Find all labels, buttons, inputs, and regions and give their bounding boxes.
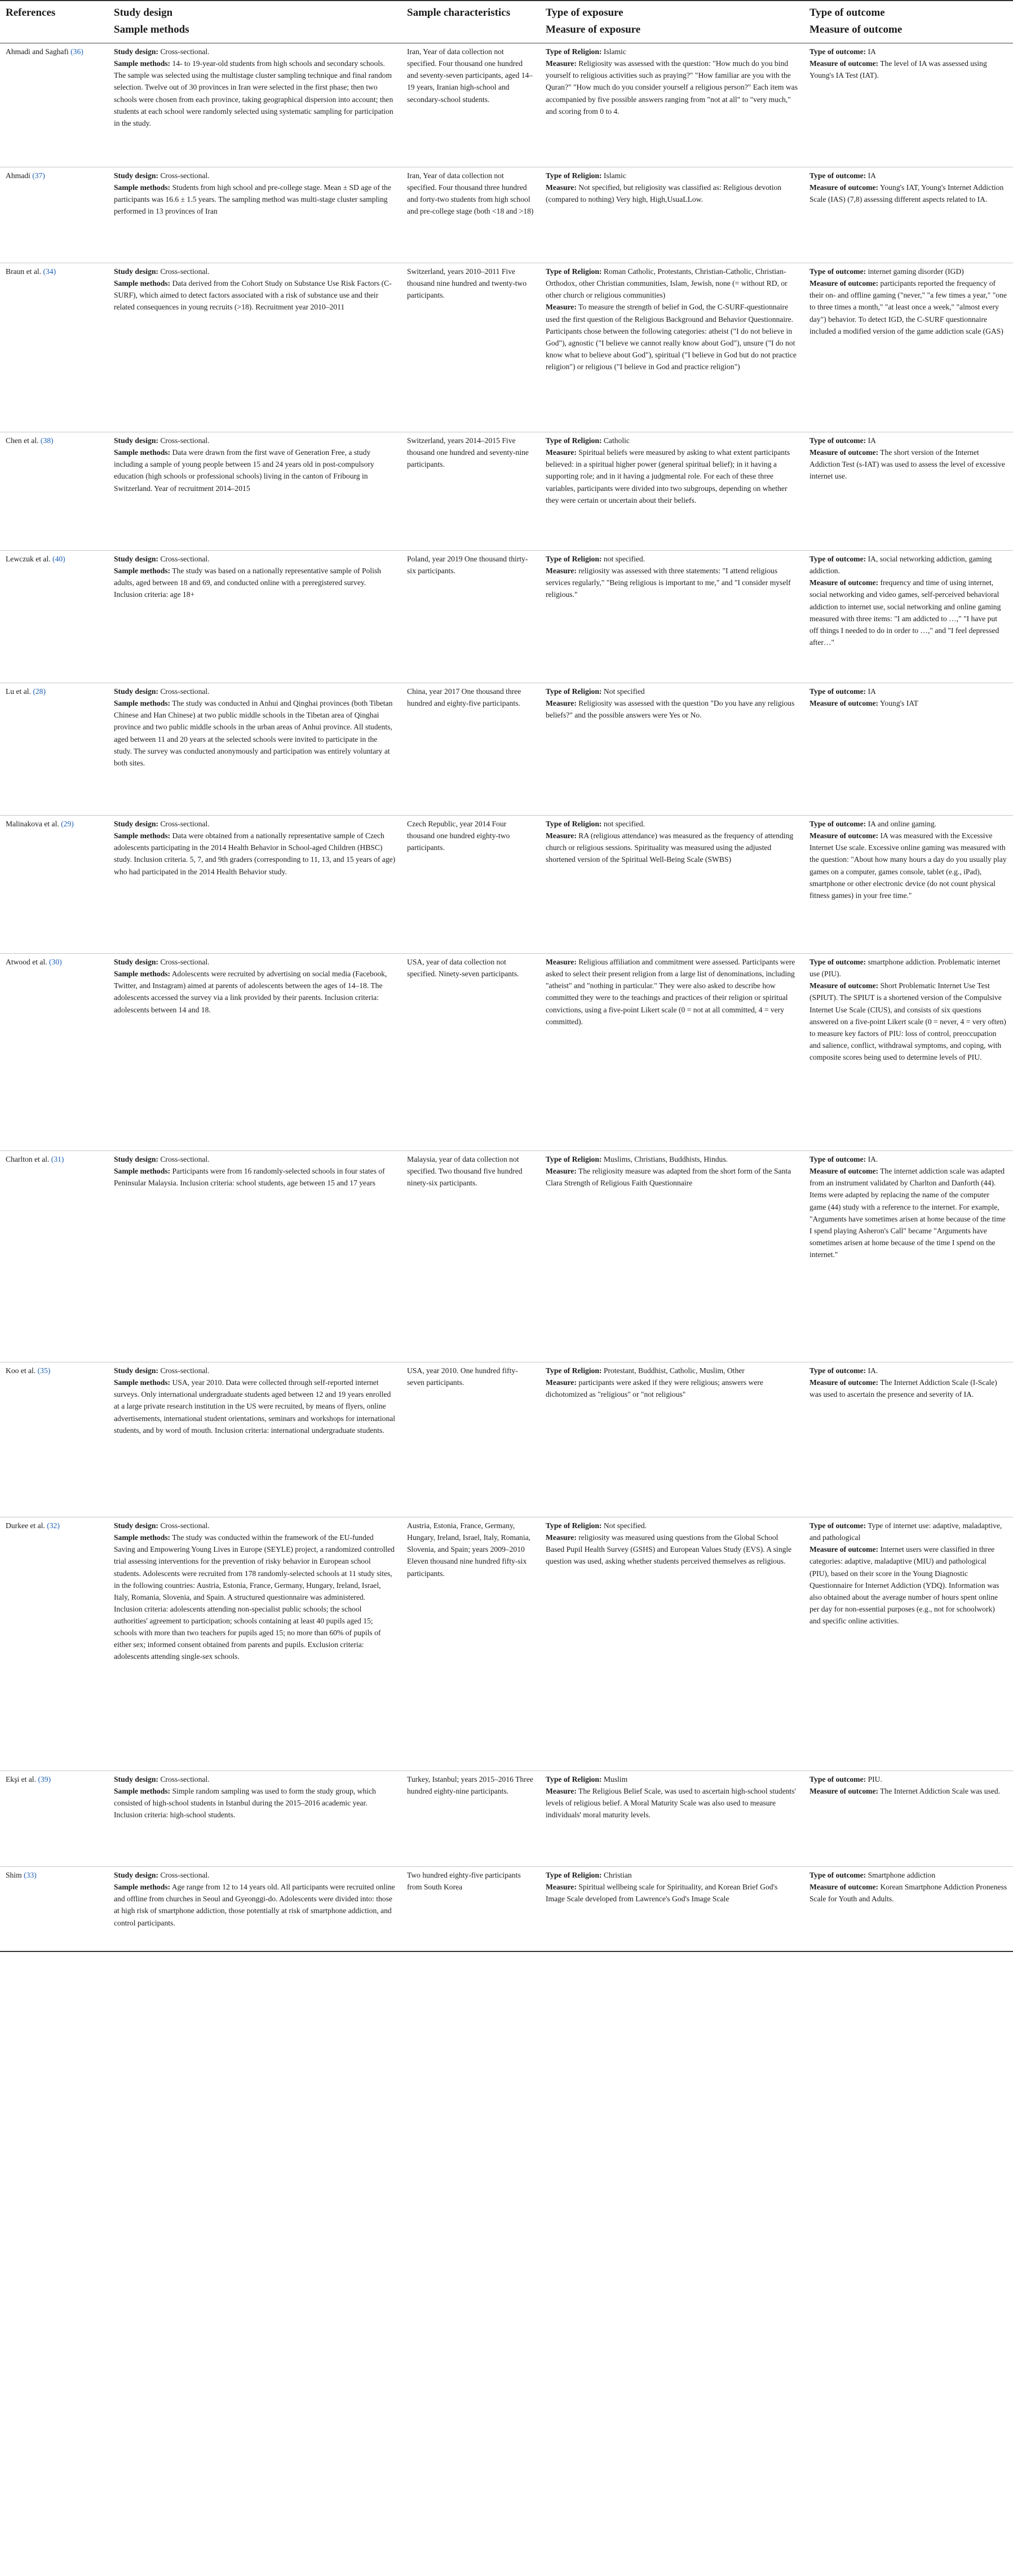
type-of-religion-label: Type of Religion: xyxy=(546,171,602,180)
measure-of-outcome-value: participants reported the frequency of their on- and offline gaming ("never," "a few times a year," "one to three times a month," "at least once a week," "almost every day") behavior. To detect IGD, the C-SURF questionnaire included a modified version of the game addiction scale (GAS) xyxy=(809,279,1007,335)
type-of-religion-label: Type of Religion: xyxy=(546,267,602,276)
sample-methods-value: Adolescents were recruited by advertising on social media (Facebook, Twitter, and Instagram) aimed at parents of adolescents between the ages of 14–18. The adolescents accessed the survey via a link provided by their parents. Inclusion criteria: adolescents between 14 and 18. xyxy=(114,970,387,1014)
exposure-cell xyxy=(540,1362,804,1517)
type-of-outcome-value: IA xyxy=(868,171,876,180)
type-of-religion-label: Type of Religion: xyxy=(546,687,602,696)
reference-author: Ahmadi and Saghafi xyxy=(6,47,69,56)
sample-methods-label: Sample methods: xyxy=(114,279,171,288)
type-of-outcome-value: IA. xyxy=(868,1366,878,1375)
reference-author: Koo et al. xyxy=(6,1366,36,1375)
study-design-value: Cross-sectional. xyxy=(160,555,210,563)
study-design-cell xyxy=(108,1771,401,1867)
outcome-cell xyxy=(804,432,1013,551)
sample-methods-label: Sample methods: xyxy=(114,566,171,576)
type-of-outcome-label: Type of outcome: xyxy=(809,436,866,445)
reference-citation-link[interactable]: (28) xyxy=(33,687,46,696)
sample-methods-value: The study was conducted within the framework of the EU-funded Saving and Empowering Young Lives in Europe (SEYLE) project, a randomized controlled trial assessing interventions for the prevention of risky behavior in European school students. Adolescents were recruited from 178 randomly-selected schools at 11 study sites, in the following countries: Austria, Estonia, France, Germany, Hungary, Ireland, Israel, Italy, Romania, Slovenia, and Spain. A structured questionnaire was administered. Inclusion criteria: adolescents attending non-specialist public schools; the school authorities' agreement to participation; schools containing at least 40 pupils aged 15; schools with more than two teachers for pupils aged 15; no more than 60% of pupils of either sex; informed consent obtained from parents and pupils. Exclusion criteria: adolescents attending single-sex schools. xyxy=(114,1533,395,1661)
exposure-measure-label: Measure: xyxy=(546,1378,577,1387)
exposure-cell xyxy=(540,551,804,683)
study-design-cell xyxy=(108,551,401,683)
sample-methods-value: The study was conducted in Anhui and Qinghai provinces (both Tibetan Chinese and Han Chinese) at two public middle schools in the Tibetan area of Qinghai province and two public middle schools in the urban areas of Anhui province. All students, aged between 11 and 20 years at the selected schools were invited to participate in the study. The survey was conducted anonymously and participation was entirely voluntary at both sites. xyxy=(114,699,393,767)
reference-citation-link[interactable]: (32) xyxy=(47,1521,60,1530)
type-of-religion-value: Islamic xyxy=(603,47,626,56)
exposure-measure-value: Spiritual beliefs were measured by asking to what extent participants believed: in a spiritual higher power (general spiritual belief); in it having a supporting role; and in it having a judgmental role. For each of these three variables, participants were divided into two subgroups, depending on whether they were certain or uncertain about their beliefs. xyxy=(546,448,790,504)
sample-characteristics-value: Czech Republic, year 2014 Four thousand one hundred eighty-two participants. xyxy=(407,820,510,852)
study-design-label: Study design: xyxy=(114,47,158,56)
study-design-value: Cross-sectional. xyxy=(160,436,210,445)
header-type-of-outcome: Type of outcome xyxy=(804,1,1013,21)
measure-of-outcome-label: Measure of outcome: xyxy=(809,1167,879,1176)
measure-of-outcome-value: The Internet Addiction Scale was used. xyxy=(880,1787,1001,1796)
exposure-measure-value: religiosity was assessed with three statements: "I attend religious services regularly," "Being religious is important to me," and "I consider myself religious." xyxy=(546,566,791,599)
type-of-outcome-value: internet gaming disorder (IGD) xyxy=(868,267,964,276)
reference-citation-link[interactable]: (35) xyxy=(37,1366,51,1375)
type-of-religion-value: Not specified. xyxy=(603,1521,647,1530)
reference-citation-link[interactable]: (36) xyxy=(70,47,83,56)
reference-cell xyxy=(0,954,108,1151)
exposure-cell xyxy=(540,432,804,551)
reference-citation-link[interactable]: (34) xyxy=(43,267,56,276)
header-blank-2 xyxy=(401,21,540,43)
type-of-outcome-value: Type of internet use: adaptive, maladaptive, and pathological xyxy=(809,1521,1002,1542)
sample-methods-label: Sample methods: xyxy=(114,831,171,840)
measure-of-outcome-label: Measure of outcome: xyxy=(809,1883,879,1892)
exposure-measure-label: Measure: xyxy=(546,1787,577,1796)
outcome-cell xyxy=(804,1151,1013,1362)
exposure-measure-label: Measure: xyxy=(546,1883,577,1892)
type-of-outcome-label: Type of outcome: xyxy=(809,1366,866,1375)
header-measure-of-outcome: Measure of outcome xyxy=(804,21,1013,43)
exposure-measure-label: Measure: xyxy=(546,1533,577,1542)
reference-author: Lu et al. xyxy=(6,687,31,696)
reference-cell xyxy=(0,1362,108,1517)
sample-methods-label: Sample methods: xyxy=(114,1883,171,1892)
type-of-religion-label: Type of Religion: xyxy=(546,47,602,56)
sample-methods-value: Data were obtained from a nationally representative sample of Czech adolescents participating in the 2014 Health Behavior in School-aged Children (HBSC) study. Inclusion criteria. 5, 7, and 9th graders (corresponding to 11, 13, and 15 years of age) who had participated in the 2014 Health Behavior study. xyxy=(114,831,396,876)
exposure-measure-value: participants were asked if they were religious; answers were dichotomized as "religious" or "not religious" xyxy=(546,1378,763,1399)
study-design-label: Study design: xyxy=(114,687,158,696)
table-row xyxy=(0,683,1013,816)
outcome-cell xyxy=(804,167,1013,263)
measure-of-outcome-label: Measure of outcome: xyxy=(809,1378,879,1387)
type-of-religion-label: Type of Religion: xyxy=(546,1155,602,1163)
reference-citation-link[interactable]: (38) xyxy=(40,436,54,445)
sample-characteristics-cell xyxy=(401,1362,540,1517)
study-design-label: Study design: xyxy=(114,1366,158,1375)
table-row xyxy=(0,1517,1013,1771)
exposure-cell xyxy=(540,1517,804,1771)
type-of-outcome-value: IA. xyxy=(868,1155,878,1163)
study-design-cell xyxy=(108,432,401,551)
study-design-label: Study design: xyxy=(114,436,158,445)
sample-methods-value: USA, year 2010. Data were collected through self-reported internet surveys. Only international undergraduate students aged between 12 and 19 years enrolled at a large private research institution in the US were recruited, by means of flyers, online advertisements, international student orientations, seminars and workshops for international students, and by word of mouth. Inclusion criteria: international undergraduate students. xyxy=(114,1378,396,1435)
measure-of-outcome-label: Measure of outcome: xyxy=(809,448,879,457)
study-design-value: Cross-sectional. xyxy=(160,820,210,828)
exposure-cell xyxy=(540,816,804,954)
outcome-cell xyxy=(804,1771,1013,1867)
header-measure-of-exposure: Measure of exposure xyxy=(540,21,804,43)
type-of-outcome-label: Type of outcome: xyxy=(809,47,866,56)
type-of-religion-value: Catholic xyxy=(603,436,630,445)
type-of-outcome-value: IA, social networking addiction, gaming addiction. xyxy=(809,555,992,576)
reference-citation-link[interactable]: (39) xyxy=(38,1775,51,1783)
type-of-religion-label: Type of Religion: xyxy=(546,820,602,828)
reference-cell xyxy=(0,683,108,816)
measure-of-outcome-value: The Internet Addiction Scale (I-Scale) was used to ascertain the presence and severity of IA. xyxy=(809,1378,997,1399)
reference-cell xyxy=(0,551,108,683)
study-design-label: Study design: xyxy=(114,958,158,966)
sample-methods-label: Sample methods: xyxy=(114,970,171,979)
sample-characteristics-value: USA, year of data collection not specified. Ninety-seven participants. xyxy=(407,958,519,979)
table-row xyxy=(0,167,1013,263)
study-design-value: Cross-sectional. xyxy=(160,1366,210,1375)
sample-characteristics-value: Poland, year 2019 One thousand thirty-six participants. xyxy=(407,555,528,576)
sample-methods-label: Sample methods: xyxy=(114,1167,171,1176)
outcome-cell xyxy=(804,263,1013,432)
measure-of-outcome-label: Measure of outcome: xyxy=(809,831,879,840)
type-of-religion-value: Muslim xyxy=(603,1775,628,1783)
study-design-cell xyxy=(108,683,401,816)
reference-author: Malinakova et al. xyxy=(6,820,59,828)
study-design-label: Study design: xyxy=(114,171,158,180)
type-of-religion-value: Not specified xyxy=(603,687,645,696)
study-design-value: Cross-sectional. xyxy=(160,1521,210,1530)
outcome-cell xyxy=(804,43,1013,167)
exposure-measure-label: Measure: xyxy=(546,831,577,840)
exposure-measure-value: Not specified, but religiosity was classified as: Religious devotion (compared to nothing) Very high, High,UsuaLLow. xyxy=(546,183,782,204)
exposure-measure-label: Measure: xyxy=(546,59,577,68)
study-design-cell xyxy=(108,954,401,1151)
table-row xyxy=(0,1151,1013,1362)
study-design-value: Cross-sectional. xyxy=(160,1871,210,1879)
reference-cell xyxy=(0,1867,108,1951)
sample-characteristics-value: Iran, Year of data collection not specified. Four thousand three hundred and forty-two students from high school and pre-college stage (both <18 and >18) xyxy=(407,171,534,216)
type-of-outcome-label: Type of outcome: xyxy=(809,1155,866,1163)
study-design-label: Study design: xyxy=(114,1871,158,1879)
study-design-cell xyxy=(108,1867,401,1951)
study-design-cell xyxy=(108,816,401,954)
sample-characteristics-value: Switzerland, years 2014–2015 Five thousand one hundred and seventy-nine participants. xyxy=(407,436,529,469)
measure-of-outcome-value: The short version of the Internet Addiction Test (s-IAT) was used to assess the level of excessive internet use. xyxy=(809,448,1005,481)
study-design-value: Cross-sectional. xyxy=(160,1155,210,1163)
reference-author: Chen et al. xyxy=(6,436,39,445)
study-design-label: Study design: xyxy=(114,820,158,828)
table-row xyxy=(0,1362,1013,1517)
exposure-cell xyxy=(540,1867,804,1951)
measure-of-outcome-value: IA was measured with the Excessive Internet Use scale. Excessive online gaming was measured with the question: "About how many hours a day do you usually play games on a computer, games console, tablet (e.g., iPad), smartphone or other electronic device (do not count physical fitness games) in your free time." xyxy=(809,831,1007,900)
exposure-measure-value: Religiosity was assessed with the question "Do you have any religious beliefs?" and the possible answers were Yes or No. xyxy=(546,699,795,720)
measure-of-outcome-label: Measure of outcome: xyxy=(809,981,879,990)
type-of-religion-value: Roman Catholic, Protestants, Christian-Catholic, Christian-Orthodox, other Christian communities, Islam, Jewish, none (= without RD, or other church or religious communities) xyxy=(546,267,788,300)
study-design-value: Cross-sectional. xyxy=(160,958,210,966)
exposure-measure-label: Measure: xyxy=(546,566,577,576)
table-row xyxy=(0,43,1013,167)
study-design-cell xyxy=(108,167,401,263)
type-of-religion-value: Islamic xyxy=(603,171,626,180)
type-of-religion-value: not specified. xyxy=(603,820,645,828)
study-design-value: Cross-sectional. xyxy=(160,267,210,276)
outcome-cell xyxy=(804,1517,1013,1771)
sample-characteristics-value: Iran, Year of data collection not specified. Four thousand one hundred and seventy-seven participants, aged 14–19 years, Iranian high-school and secondary-school students. xyxy=(407,47,533,104)
measure-of-outcome-label: Measure of outcome: xyxy=(809,699,879,708)
reference-cell xyxy=(0,263,108,432)
sample-methods-value: Students from high school and pre-college stage. Mean ± SD age of the participants was 16.6 ± 1.5 years. The sampling method was multi-stage cluster sampling performed in 13 provinces of Iran xyxy=(114,183,391,216)
type-of-outcome-label: Type of outcome: xyxy=(809,687,866,696)
header-sample-methods: Sample methods xyxy=(108,21,401,43)
reference-cell xyxy=(0,1517,108,1771)
sample-characteristics-value: USA, year 2010. One hundred fifty-seven participants. xyxy=(407,1366,518,1387)
type-of-outcome-value: PIU. xyxy=(868,1775,882,1783)
study-design-label: Study design: xyxy=(114,1775,158,1783)
measure-of-outcome-value: The level of IA was assessed using Young's IA Test (IAT). xyxy=(809,59,987,80)
reference-author: Ahmadi xyxy=(6,171,30,180)
exposure-cell xyxy=(540,43,804,167)
study-design-value: Cross-sectional. xyxy=(160,1775,210,1783)
exposure-measure-label: Measure: xyxy=(546,958,577,966)
sample-methods-value: Data were drawn from the first wave of Generation Free, a study including a sample of young people between 15 and 24 years old in post-compulsory education (high schools or professional schools) living in the canton of Fribourg in Switzerland. Year of recruitment 2014–2015 xyxy=(114,448,374,493)
reference-author: Durkee et al. xyxy=(6,1521,45,1530)
sample-characteristics-value: Malaysia, year of data collection not specified. Two thousand five hundred ninety-six participants. xyxy=(407,1155,523,1188)
measure-of-outcome-label: Measure of outcome: xyxy=(809,1545,879,1554)
sample-characteristics-cell xyxy=(401,167,540,263)
exposure-measure-label: Measure: xyxy=(546,183,577,192)
reference-citation-link[interactable]: (29) xyxy=(61,820,74,828)
reference-author: Ekşi et al. xyxy=(6,1775,36,1783)
sample-characteristics-cell xyxy=(401,816,540,954)
reference-cell xyxy=(0,1151,108,1362)
study-design-label: Study design: xyxy=(114,267,158,276)
measure-of-outcome-value: Short Problematic Internet Use Test (SPIUT). The SPIUT is a shortened version of the Compulsive Internet Use Scale (CIUS), and consists of six questions answered on a five-point Likert scale (0 = never, 4 = very often) to measure key factors of PIU: loss of control, preoccupation and salience, conflict, withdrawal symptoms, and coping, with composite scores being used to determine levels of PIU. xyxy=(809,981,1006,1061)
reference-cell xyxy=(0,43,108,167)
type-of-outcome-label: Type of outcome: xyxy=(809,1871,866,1879)
sample-characteristics-cell xyxy=(401,1151,540,1362)
type-of-religion-value: Protestant, Buddhist, Catholic, Muslim, Other xyxy=(603,1366,745,1375)
outcome-cell xyxy=(804,551,1013,683)
table-row xyxy=(0,263,1013,432)
reference-cell xyxy=(0,167,108,263)
exposure-cell xyxy=(540,1771,804,1867)
type-of-religion-label: Type of Religion: xyxy=(546,1871,602,1879)
reference-citation-link[interactable]: (30) xyxy=(49,958,62,966)
sample-characteristics-value: Austria, Estonia, France, Germany, Hungary, Ireland, Israel, Italy, Romania, Slovenia, and Spain; years 2009–2010 Eleven thousand nine hundred fifty-six participants. xyxy=(407,1521,531,1578)
sample-methods-value: Simple random sampling was used to form the study group, which consisted of high-school students in Istanbul during the 2015–2016 academic year. Inclusion criteria: high-school students. xyxy=(114,1787,376,1820)
reference-author: Charlton et al. xyxy=(6,1155,50,1163)
outcome-cell xyxy=(804,1867,1013,1951)
sample-methods-value: Data derived from the Cohort Study on Substance Use Risk Factors (C-SURF), which aimed to detect factors associated with a risk of substance use and their related consequences in young recruits (>18). Recruitment year 2010–2011 xyxy=(114,279,392,312)
study-design-cell xyxy=(108,43,401,167)
type-of-outcome-label: Type of outcome: xyxy=(809,555,866,563)
outcome-cell xyxy=(804,816,1013,954)
table-row xyxy=(0,954,1013,1151)
exposure-measure-label: Measure: xyxy=(546,699,577,708)
reference-citation-link[interactable]: (40) xyxy=(52,555,65,563)
measure-of-outcome-label: Measure of outcome: xyxy=(809,183,879,192)
sample-methods-label: Sample methods: xyxy=(114,1533,171,1542)
type-of-outcome-value: IA xyxy=(868,687,876,696)
study-design-value: Cross-sectional. xyxy=(160,47,210,56)
reference-citation-link[interactable]: (37) xyxy=(32,171,45,180)
exposure-measure-value: religiosity was measured using questions from the Global School Based Pupil Health Survey (GSHS) and European Values Study (EVS). A single question was used, asking whether students perceived themselves as religious. xyxy=(546,1533,792,1566)
type-of-outcome-label: Type of outcome: xyxy=(809,1521,866,1530)
type-of-outcome-label: Type of outcome: xyxy=(809,1775,866,1783)
exposure-measure-value: To measure the strength of belief in God, the C-SURF-questionnaire used the first question of the Religious Background and Behavior Questionnaire. Participants chose between the following categories: atheist ("I do not believe in God"), agnostic ("I believe we cannot really know about God"), unsure ("I do not know what to believe about God"), spiritual ("I believe in God but do not practice religion") or religious ("I believe in God and practice religion") xyxy=(546,303,797,371)
exposure-measure-value: Religious affiliation and commitment were assessed. Participants were asked to select their present religion from a large list of denominations, including "atheist" and "nothing in particular." They were also asked to describe how committed they were to the teachings and practices of their religion or spiritual convictions, using a five-point Likert scale (0 = not at all committed, 4 = very committed). xyxy=(546,958,795,1026)
exposure-measure-label: Measure: xyxy=(546,1167,577,1176)
exposure-cell xyxy=(540,1151,804,1362)
sample-methods-value: The study was based on a nationally representative sample of Polish adults, aged between 18 and 69, and conducted online with a preregistered survey. Inclusion criteria: age 18+ xyxy=(114,566,381,599)
exposure-measure-label: Measure: xyxy=(546,448,577,457)
header-references: References xyxy=(0,1,108,21)
exposure-measure-label: Measure: xyxy=(546,303,577,312)
sample-methods-label: Sample methods: xyxy=(114,1378,171,1387)
sample-characteristics-cell xyxy=(401,263,540,432)
sample-characteristics-cell xyxy=(401,432,540,551)
type-of-outcome-label: Type of outcome: xyxy=(809,171,866,180)
sample-characteristics-cell xyxy=(401,1517,540,1771)
outcome-cell xyxy=(804,954,1013,1151)
sample-characteristics-cell xyxy=(401,43,540,167)
measure-of-outcome-value: The internet addiction scale was adapted from an instrument validated by Charlton and Danforth (44). Items were adapted by replacing the name of the computer game (44) study with a reference to the internet. For example, "Arguments have sometimes arisen at home because of the time I spend playing Asheron's Call" became "Arguments have sometimes arisen at home because of the time I spend on the internet." xyxy=(809,1167,1006,1259)
sample-methods-label: Sample methods: xyxy=(114,448,171,457)
type-of-religion-label: Type of Religion: xyxy=(546,436,602,445)
sample-methods-label: Sample methods: xyxy=(114,59,171,68)
outcome-cell xyxy=(804,1362,1013,1517)
exposure-cell xyxy=(540,954,804,1151)
reference-cell xyxy=(0,432,108,551)
table-row xyxy=(0,551,1013,683)
sample-methods-value: 14- to 19-year-old students from high schools and secondary schools. The sample was selected using the multistage cluster sampling technique and final random selection. Twelve out of 30 provinces in Iran were selected in the first phase; then two schools were chosen from each province, taking geographical dispersion into account; then students at each school were randomly selected using systematic sampling for participation in the study. xyxy=(114,59,393,127)
reference-citation-link[interactable]: (33) xyxy=(24,1871,37,1879)
study-design-cell xyxy=(108,1517,401,1771)
study-design-label: Study design: xyxy=(114,1521,158,1530)
measure-of-outcome-value: Internet users were classified in three categories: adaptive, maladaptive (MIU) and pathological (PIU), based on their score in the Young Diagnostic Questionnaire for Internet Addiction (YDQ). Information was also obtained about the average number of hours spent online per day for non-essential purposes (e.g., not for schoolwork) and specific online activities. xyxy=(809,1545,999,1625)
reference-citation-link[interactable]: (31) xyxy=(51,1155,64,1163)
reference-cell xyxy=(0,816,108,954)
type-of-religion-value: Christian xyxy=(603,1871,632,1879)
sample-characteristics-cell xyxy=(401,1771,540,1867)
type-of-religion-label: Type of Religion: xyxy=(546,1366,602,1375)
study-design-value: Cross-sectional. xyxy=(160,171,210,180)
sample-characteristics-cell xyxy=(401,1867,540,1951)
reference-author: Atwood et al. xyxy=(6,958,47,966)
header-study-design: Study design xyxy=(108,1,401,21)
reference-author: Lewczuk et al. xyxy=(6,555,51,563)
table-body xyxy=(0,43,1013,1951)
study-design-cell xyxy=(108,1151,401,1362)
study-design-value: Cross-sectional. xyxy=(160,687,210,696)
type-of-outcome-value: IA xyxy=(868,47,876,56)
sample-characteristics-cell xyxy=(401,683,540,816)
reference-author: Shim xyxy=(6,1871,22,1879)
table-row xyxy=(0,432,1013,551)
type-of-outcome-value: Smartphone addiction xyxy=(868,1871,936,1879)
outcome-cell xyxy=(804,683,1013,816)
measure-of-outcome-label: Measure of outcome: xyxy=(809,578,879,587)
sample-characteristics-value: Turkey, Istanbul; years 2015–2016 Three hundred eighty-nine participants. xyxy=(407,1775,533,1796)
type-of-religion-label: Type of Religion: xyxy=(546,1521,602,1530)
study-design-label: Study design: xyxy=(114,1155,158,1163)
reference-cell xyxy=(0,1771,108,1867)
exposure-measure-value: RA (religious attendance) was measured as the frequency of attending church or religious sessions. Spirituality was measured using the adjusted shortened version of the Spiritual Well-Being Scale (SWBS) xyxy=(546,831,794,864)
type-of-outcome-label: Type of outcome: xyxy=(809,820,866,828)
type-of-outcome-label: Type of outcome: xyxy=(809,267,866,276)
table-header xyxy=(0,1,1013,43)
type-of-outcome-value: IA xyxy=(868,436,876,445)
type-of-outcome-value: IA and online gaming. xyxy=(868,820,937,828)
header-sample-characteristics: Sample characteristics xyxy=(401,1,540,21)
exposure-measure-value: Religiosity was assessed with the question: "How much do you bind yourself to religious activities such as praying?" "How familiar are you with the Quran?" "How much do you consider yourself a religious person?" Each item was accompanied by five possible answers ranging from "not at all" to "very much," and scoring from 0 to 4. xyxy=(546,59,798,116)
exposure-measure-value: The Religious Belief Scale, was used to ascertain high-school students' levels of religious belief. A Moral Maturity Scale was also used to measure individuals' moral maturity levels. xyxy=(546,1787,797,1820)
exposure-measure-value: The religiosity measure was adapted from the short form of the Santa Clara Strength of Religious Faith Questionnaire xyxy=(546,1167,791,1188)
reference-author: Braun et al. xyxy=(6,267,42,276)
type-of-religion-value: not specified. xyxy=(603,555,645,563)
measure-of-outcome-label: Measure of outcome: xyxy=(809,59,879,68)
sample-characteristics-value: Two hundred eighty-five participants from South Korea xyxy=(407,1871,521,1892)
measure-of-outcome-label: Measure of outcome: xyxy=(809,1787,879,1796)
sample-methods-value: Age range from 12 to 14 years old. All participants were recruited online and offline from churches in Seoul and Gyeonggi-do. Adolescents were divided into: those at high risk of smartphone addiction, those potentially at risk of smartphone addiction, and control participants. xyxy=(114,1883,395,1927)
sample-methods-value: Participants were from 16 randomly-selected schools in four states of Peninsular Malaysia. Inclusion criteria: school students, age between 15 and 17 years xyxy=(114,1167,385,1188)
measure-of-outcome-label: Measure of outcome: xyxy=(809,279,879,288)
type-of-religion-value: Muslims, Christians, Buddhists, Hindus. xyxy=(603,1155,728,1163)
table-row xyxy=(0,816,1013,954)
type-of-religion-label: Type of Religion: xyxy=(546,1775,602,1783)
table-row xyxy=(0,1867,1013,1951)
sample-characteristics-cell xyxy=(401,551,540,683)
measure-of-outcome-value: Young's IAT xyxy=(879,699,918,708)
exposure-cell xyxy=(540,263,804,432)
table-row xyxy=(0,1771,1013,1867)
study-design-cell xyxy=(108,263,401,432)
measure-of-outcome-value: Young's IAT, Young's Internet Addiction Scale (IAS) (7,8) assessing different aspects related to IA. xyxy=(809,183,1004,204)
measure-of-outcome-value: Korean Smartphone Addiction Proneness Scale for Youth and Adults. xyxy=(809,1883,1007,1904)
sample-methods-label: Sample methods: xyxy=(114,183,171,192)
type-of-outcome-label: Type of outcome: xyxy=(809,958,866,966)
header-blank xyxy=(0,21,108,43)
sample-methods-label: Sample methods: xyxy=(114,1787,171,1796)
type-of-religion-label: Type of Religion: xyxy=(546,555,602,563)
study-design-cell xyxy=(108,1362,401,1517)
exposure-cell xyxy=(540,167,804,263)
sample-characteristics-value: Switzerland, years 2010–2011 Five thousand nine hundred and twenty-two participants. xyxy=(407,267,527,300)
type-of-outcome-value: smartphone addiction. Problematic internet use (PIU). xyxy=(809,958,1001,979)
sample-characteristics-value: China, year 2017 One thousand three hundred and eighty-five participants. xyxy=(407,687,521,708)
measure-of-outcome-value: frequency and time of using internet, social networking and video games, self-perceived behavioral addiction to internet use, social networking and online gaming measured with three items: "I am addicted to …," "I have put off things I needed to do in order to …," and "I feel depressed after…" xyxy=(809,578,1001,647)
sample-characteristics-cell xyxy=(401,954,540,1151)
exposure-cell xyxy=(540,683,804,816)
header-type-of-exposure: Type of exposure xyxy=(540,1,804,21)
study-design-label: Study design: xyxy=(114,555,158,563)
exposure-measure-value: Spiritual wellbeing scale for Spirituality, and Korean Brief God's Image Scale developed from Lawrence's God's Image Scale xyxy=(546,1883,778,1904)
sample-methods-label: Sample methods: xyxy=(114,699,171,708)
